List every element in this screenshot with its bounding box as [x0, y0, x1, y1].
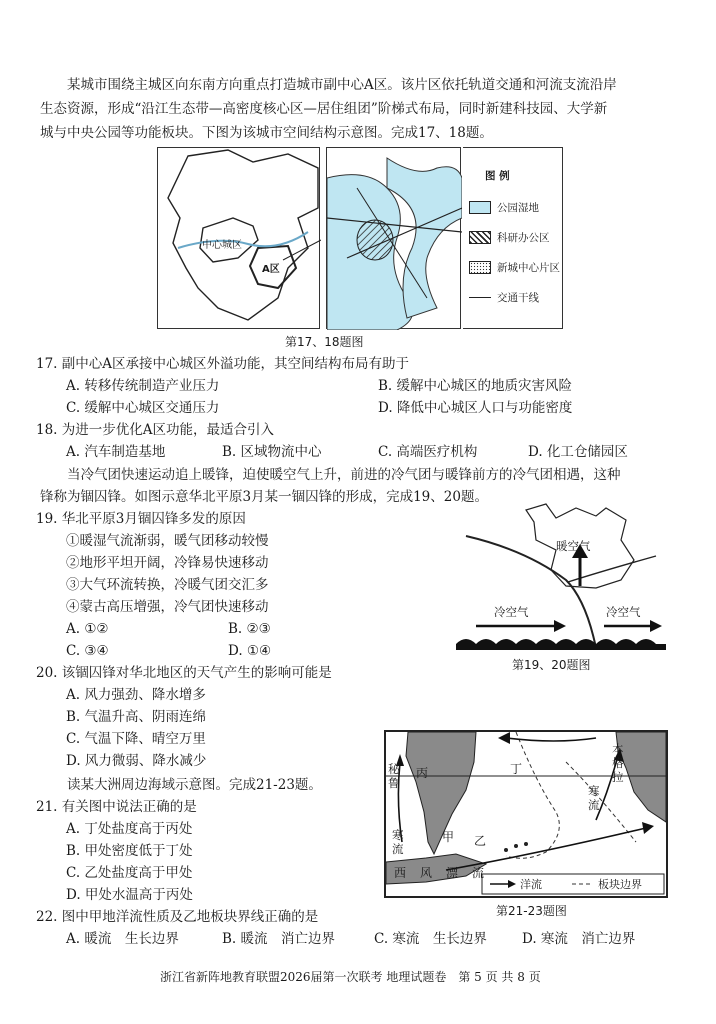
legend-new-center — [469, 260, 560, 275]
q22-option-a[interactable]: A. 暖流 生长边界 — [66, 931, 179, 947]
occluded-front-diagram — [456, 500, 666, 652]
q19-item-2: ②地形平坦开阔，冷锋易快速移动 — [66, 555, 269, 571]
q19-option-b[interactable]: B. ②③ — [228, 621, 271, 637]
q22-option-d[interactable]: D. 寒流 消亡边界 — [522, 931, 636, 947]
q18-stem: 18. 为进一步优化A区功能，最适合引入 — [36, 422, 275, 438]
legend-title: 图 例 — [485, 170, 510, 182]
q19-item-3: ③大气环流转换，冷暖气团交汇多 — [66, 577, 269, 593]
q18-option-d[interactable]: D. 化工仓储园区 — [528, 444, 628, 460]
q20-stem: 20. 该锢囚锋对华北地区的天气产生的影响可能是 — [36, 665, 332, 681]
fig2-caption: 第19、20题图 — [512, 658, 591, 672]
q17-option-d[interactable]: D. 降低中心城区人口与功能密度 — [378, 400, 573, 416]
legend-research — [469, 230, 550, 245]
warm-air-label: 暖空气 — [556, 539, 591, 553]
q20-option-d[interactable]: D. 风力微弱、降水减少 — [66, 753, 207, 769]
q19-item-4: ④蒙古高压增强，冷气团快速移动 — [66, 599, 269, 615]
point-jia: 甲 — [442, 830, 455, 844]
district-a-detail-map — [326, 147, 461, 329]
q19-option-d[interactable]: D. ①④ — [228, 643, 272, 659]
fig3-caption: 第21-23题图 — [496, 904, 567, 918]
point-yi: 乙 — [474, 834, 487, 848]
q22-option-b[interactable]: B. 暖流 消亡边界 — [222, 931, 336, 947]
point-bing: 丙 — [416, 766, 429, 780]
q21-option-d[interactable]: D. 甲处水温高于丙处 — [66, 887, 193, 903]
wetland-swatch — [469, 201, 491, 214]
legend-current-label: 洋流 — [520, 878, 542, 891]
traffic-line-swatch — [469, 297, 491, 298]
q20-option-b[interactable]: B. 气温升高、阴雨连绵 — [66, 709, 207, 725]
new-center-swatch — [469, 261, 491, 274]
intro2-line-1: 当冷气团快速运动追上暖锋，迫使暖空气上升，前进的冷气团与暖锋前方的冷气团相遇，这种 — [67, 467, 621, 483]
ocean-currents-map — [384, 730, 668, 898]
q17-option-b[interactable]: B. 缓解中心城区的地质灾害风险 — [378, 378, 573, 394]
q17-option-c[interactable]: C. 缓解中心城区交通压力 — [66, 400, 220, 416]
intro2-line-2: 锋称为锢囚锋。如图示意华北平原3月某一锢囚锋的形成，完成19、20题。 — [40, 489, 488, 505]
westwind-drift-label: 西风漂流 — [394, 866, 499, 880]
city-overview-map — [157, 147, 320, 329]
center-city-label: 中心城区 — [202, 240, 242, 251]
fig1-caption: 第17、18题图 — [285, 335, 364, 349]
district-a-detail-svg — [327, 148, 462, 330]
q22-stem: 22. 图中甲地洋流性质及乙地板块界线正确的是 — [36, 909, 319, 925]
peru-cold-label: 寒流 — [392, 828, 404, 856]
peru-current-label: 秘鲁 — [388, 762, 400, 790]
q18-option-c[interactable]: C. 高端医疗机构 — [378, 444, 478, 460]
intro1-line-3: 城与中央公园等功能板块。下图为该城市空间结构示意图。完成17、18题。 — [40, 125, 493, 141]
q19-option-c[interactable]: C. ③④ — [66, 643, 109, 659]
intro1-line-1: 某城市围绕主城区向东南方向重点打造城市副中心A区。该片区依托轨道交通和河流支流沿岸 — [67, 77, 617, 93]
q21-stem: 21. 有关图中说法正确的是 — [36, 799, 197, 815]
intro3: 读某大洲周边海域示意图。完成21-23题。 — [67, 777, 322, 793]
q21-option-a[interactable]: A. 丁处盐度高于丙处 — [66, 821, 193, 837]
legend-traffic-label: 交通干线 — [497, 292, 539, 304]
q21-option-c[interactable]: C. 乙处盐度高于甲处 — [66, 865, 193, 881]
legend-boundary-label: 板块边界 — [598, 878, 642, 891]
q17-stem: 17. 副中心A区承接中心城区外溢功能，其空间结构布局有助于 — [36, 356, 410, 372]
q18-option-a[interactable]: A. 汽车制造基地 — [66, 444, 166, 460]
legend-research-label: 科研办公区 — [497, 232, 550, 244]
benguela-cold-label: 寒流 — [588, 784, 600, 812]
q19-option-a[interactable]: A. ①② — [66, 621, 109, 637]
benguela-label: 本格拉 — [612, 742, 624, 784]
cold-air-right-label: 冷空气 — [606, 605, 641, 619]
q19-stem: 19. 华北平原3月锢囚锋多发的原因 — [36, 511, 246, 527]
q20-option-c[interactable]: C. 气温下降、晴空万里 — [66, 731, 206, 747]
point-ding: 丁 — [510, 762, 523, 776]
q20-option-a[interactable]: A. 风力强劲、降水增多 — [66, 687, 206, 703]
q22-option-c[interactable]: C. 寒流 生长边界 — [374, 931, 487, 947]
cold-air-left-label: 冷空气 — [494, 605, 529, 619]
q17-option-a[interactable]: A. 转移传统制造产业压力 — [66, 378, 220, 394]
legend-new-center-label: 新城中心片区 — [497, 262, 560, 274]
intro1-line-2: 生态资源，形成“沿江生态带—高密度核心区—居住组团”阶梯式布局，同时新建科技园、大学新 — [40, 101, 608, 117]
q19-item-1: ①暖湿气流渐弱，暖气团移动较慢 — [66, 533, 269, 549]
page-footer: 浙江省新阵地教育联盟2026届第一次联考 地理试题卷 第 5 页 共 8 页 — [160, 970, 541, 984]
map-legend — [463, 147, 563, 329]
legend-wetland-label: 公园湿地 — [497, 202, 539, 214]
q21-option-b[interactable]: B. 甲处密度低于丁处 — [66, 843, 193, 859]
district-a-label: A区 — [262, 264, 280, 275]
legend-wetland — [469, 200, 539, 215]
occluded-front-svg — [456, 500, 666, 652]
q18-option-b[interactable]: B. 区域物流中心 — [222, 444, 322, 460]
legend-traffic — [469, 290, 539, 305]
research-swatch — [469, 231, 491, 244]
